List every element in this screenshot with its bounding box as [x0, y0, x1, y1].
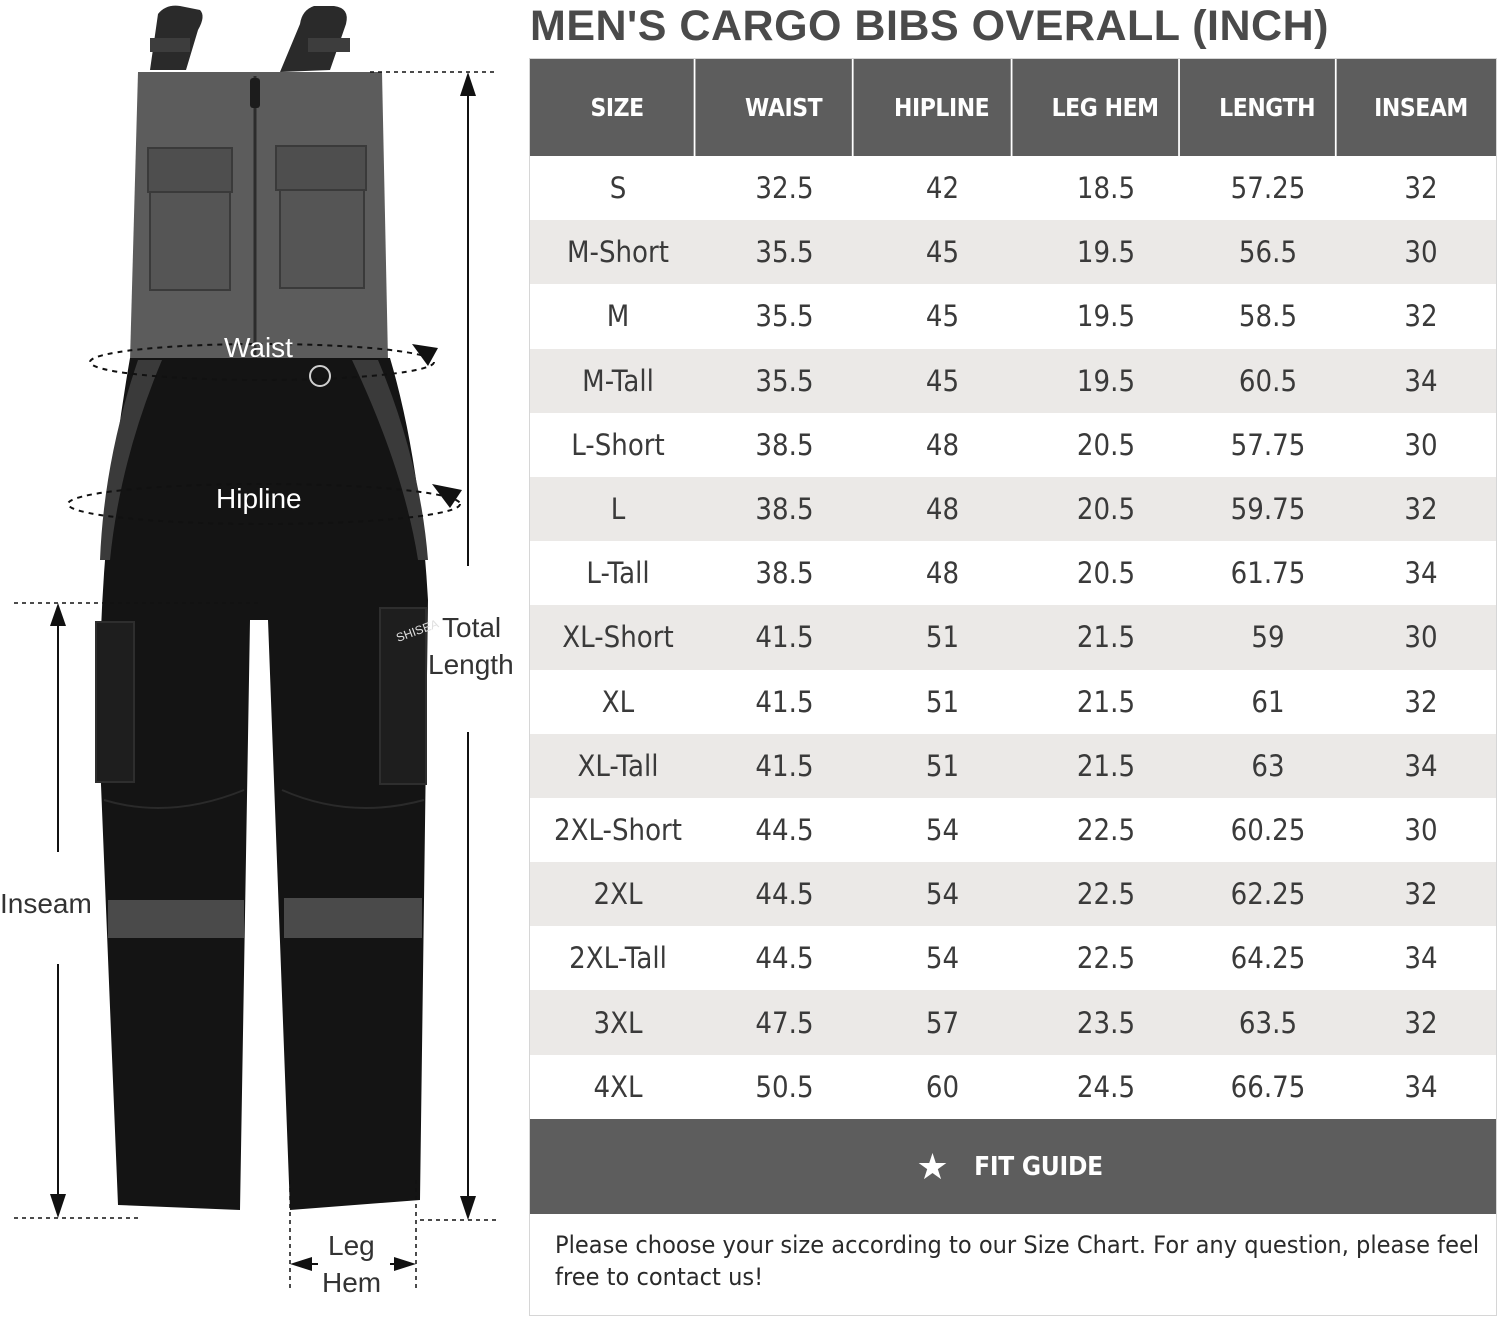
- fit-guide-banner: [530, 1119, 1496, 1214]
- cell-leg-hem: 20.5: [1076, 427, 1136, 462]
- cell-inseam: 32: [1404, 492, 1438, 527]
- cell-leg-hem: 19.5: [1076, 235, 1136, 270]
- cell-inseam: 32: [1404, 171, 1438, 206]
- fit-guide-label: FIT GUIDE: [973, 1151, 1103, 1182]
- left-knee-band: [108, 900, 244, 938]
- cell-waist: 38.5: [755, 427, 814, 462]
- cell-length: 59: [1251, 620, 1285, 655]
- cell-inseam: 34: [1404, 748, 1438, 783]
- total-length-arrow-up: [460, 72, 476, 96]
- cell-size: 4XL: [593, 1069, 643, 1104]
- cell-waist: 44.5: [755, 941, 814, 976]
- cell-leg-hem: 21.5: [1076, 620, 1136, 655]
- cell-inseam: 30: [1404, 235, 1438, 270]
- cell-length: 60.5: [1238, 363, 1298, 398]
- cell-inseam: 34: [1404, 941, 1438, 976]
- cell-waist: 35.5: [755, 235, 814, 270]
- cell-hipline: 48: [925, 492, 960, 527]
- inseam-arrow-up: [50, 603, 66, 626]
- bib-overall-illustration: [0, 0, 528, 1318]
- cell-length: 57.25: [1230, 171, 1306, 206]
- cell-waist: 32.5: [755, 171, 814, 206]
- brand-tag: SHISEA: [394, 616, 441, 645]
- right-strap-buckle: [308, 38, 350, 52]
- cell-leg-hem: 22.5: [1076, 941, 1136, 976]
- cell-waist: 35.5: [755, 363, 814, 398]
- page-title: MEN'S CARGO BIBS OVERALL (INCH): [530, 2, 1329, 50]
- cell-size: 2XL: [593, 877, 643, 912]
- table-body: [530, 156, 1496, 1119]
- table-header-row: [530, 59, 1496, 156]
- table-row: [530, 477, 1496, 541]
- cell-waist: 44.5: [755, 812, 814, 847]
- cell-waist: 41.5: [755, 620, 814, 655]
- cell-size: 3XL: [593, 1005, 643, 1040]
- right-knee-band: [284, 898, 422, 938]
- cell-length: 64.25: [1230, 941, 1306, 976]
- hip-arrowhead: [432, 484, 462, 508]
- table-row: [530, 670, 1496, 734]
- cell-leg-hem: 20.5: [1076, 492, 1136, 527]
- header-inseam: INSEAM: [1374, 93, 1468, 122]
- cell-size: M: [606, 299, 630, 334]
- cell-inseam: 32: [1404, 877, 1438, 912]
- waist-label: Waist: [224, 332, 293, 363]
- leg-hem-label-line2: Hem: [322, 1267, 382, 1298]
- cell-inseam: 32: [1404, 1005, 1438, 1040]
- cell-length: 56.5: [1238, 235, 1298, 270]
- left-strap: [150, 6, 203, 70]
- inseam-label: Inseam: [0, 888, 92, 919]
- cell-inseam: 30: [1404, 812, 1438, 847]
- cell-size: XL-Tall: [577, 748, 659, 783]
- table-row: [530, 990, 1496, 1054]
- cell-inseam: 30: [1404, 427, 1438, 462]
- star-icon: ★: [916, 1145, 949, 1187]
- cell-waist: 50.5: [755, 1069, 814, 1104]
- cell-leg-hem: 22.5: [1076, 877, 1136, 912]
- cell-length: 59.75: [1230, 492, 1306, 527]
- right-pocket-flap: [276, 146, 366, 190]
- cell-hipline: 60: [925, 1069, 960, 1104]
- cell-leg-hem: 24.5: [1076, 1069, 1136, 1104]
- cell-waist: 41.5: [755, 684, 814, 719]
- table-row: [530, 413, 1496, 477]
- cell-leg-hem: 19.5: [1076, 363, 1136, 398]
- left-cargo-pocket: [96, 622, 134, 782]
- leg-hem-arrow-right: [394, 1257, 416, 1271]
- header-leg-hem: LEG HEM: [1032, 59, 1180, 156]
- cell-size: 2XL-Short: [553, 812, 683, 847]
- cell-hipline: 48: [925, 427, 960, 462]
- cell-hipline: 45: [925, 363, 960, 398]
- cell-inseam: 32: [1404, 299, 1438, 334]
- header-size: SIZE: [541, 59, 696, 156]
- total-length-arrow-down: [460, 1196, 476, 1220]
- zipper-pull: [250, 78, 260, 108]
- cell-length: 63: [1251, 748, 1285, 783]
- cell-hipline: 51: [925, 684, 960, 719]
- cell-inseam: 34: [1404, 363, 1438, 398]
- cell-inseam: 34: [1404, 556, 1438, 591]
- cell-size: XL-Short: [562, 620, 674, 655]
- table-row: [530, 1055, 1496, 1119]
- cell-hipline: 54: [925, 941, 960, 976]
- cell-length: 58.5: [1238, 299, 1298, 334]
- cell-size: XL: [601, 684, 635, 719]
- table-row: [530, 926, 1496, 990]
- cell-waist: 38.5: [755, 492, 814, 527]
- cell-length: 66.75: [1230, 1069, 1306, 1104]
- cell-inseam: 32: [1404, 684, 1438, 719]
- header-waist: WAIST: [715, 59, 853, 156]
- cell-hipline: 42: [925, 171, 960, 206]
- left-pocket-flap: [148, 148, 232, 192]
- leg-hem-arrow-left: [290, 1257, 312, 1271]
- total-length-label-line2: Length: [428, 649, 514, 680]
- cell-hipline: 48: [925, 556, 960, 591]
- cell-leg-hem: 23.5: [1076, 1005, 1136, 1040]
- total-length-label-line1: Total: [442, 612, 502, 643]
- cell-size: S: [609, 171, 627, 206]
- header-hipline: HIPLINE: [873, 59, 1013, 156]
- table-row: [530, 541, 1496, 605]
- table-row: [530, 349, 1496, 413]
- cell-size: M-Short: [567, 235, 669, 270]
- cell-hipline: 51: [925, 620, 960, 655]
- cell-size: M-Tall: [582, 363, 654, 398]
- leg-hem-label-line1: Leg: [328, 1230, 375, 1261]
- table-row: [530, 284, 1496, 348]
- cell-waist: 44.5: [755, 877, 814, 912]
- cell-hipline: 54: [925, 812, 960, 847]
- table-row: [530, 798, 1496, 862]
- cell-leg-hem: 19.5: [1076, 299, 1136, 334]
- cell-length: 63.5: [1238, 1005, 1298, 1040]
- header-length: LENGTH: [1199, 59, 1336, 156]
- cell-length: 62.25: [1230, 877, 1306, 912]
- fit-guide-note: Please choose your size according to our Size Chart. For any question, please feel free to contact us!: [555, 1231, 1480, 1291]
- left-strap-buckle: [150, 38, 190, 52]
- inseam-arrow-down: [50, 1194, 66, 1218]
- cell-leg-hem: 21.5: [1076, 684, 1136, 719]
- cell-length: 60.25: [1230, 812, 1306, 847]
- cell-size: 2XL-Tall: [569, 941, 667, 976]
- cell-inseam: 34: [1404, 1069, 1438, 1104]
- cell-waist: 38.5: [755, 556, 814, 591]
- cell-waist: 47.5: [755, 1005, 814, 1040]
- cell-waist: 35.5: [755, 299, 814, 334]
- cell-leg-hem: 18.5: [1076, 171, 1136, 206]
- table-row: [530, 862, 1496, 926]
- cell-hipline: 57: [925, 1005, 960, 1040]
- cell-hipline: 45: [925, 299, 960, 334]
- size-chart-table: [529, 58, 1497, 1316]
- table-row: [530, 605, 1496, 669]
- cell-length: 57.75: [1230, 427, 1306, 462]
- cell-leg-hem: 20.5: [1076, 556, 1136, 591]
- cell-hipline: 51: [925, 748, 960, 783]
- cell-hipline: 45: [925, 235, 960, 270]
- cell-size: L-Short: [571, 427, 665, 462]
- cell-leg-hem: 22.5: [1076, 812, 1136, 847]
- hipline-label: Hipline: [216, 483, 302, 514]
- table-row: [530, 220, 1496, 284]
- cell-length: 61.75: [1230, 556, 1306, 591]
- cell-size: L: [610, 492, 626, 527]
- cell-leg-hem: 21.5: [1076, 748, 1136, 783]
- cell-size: L-Tall: [586, 556, 650, 591]
- cell-hipline: 54: [925, 877, 960, 912]
- table-row: [530, 156, 1496, 220]
- cell-waist: 41.5: [755, 748, 814, 783]
- cell-inseam: 30: [1404, 620, 1438, 655]
- table-row: [530, 734, 1496, 798]
- cell-length: 61: [1251, 684, 1285, 719]
